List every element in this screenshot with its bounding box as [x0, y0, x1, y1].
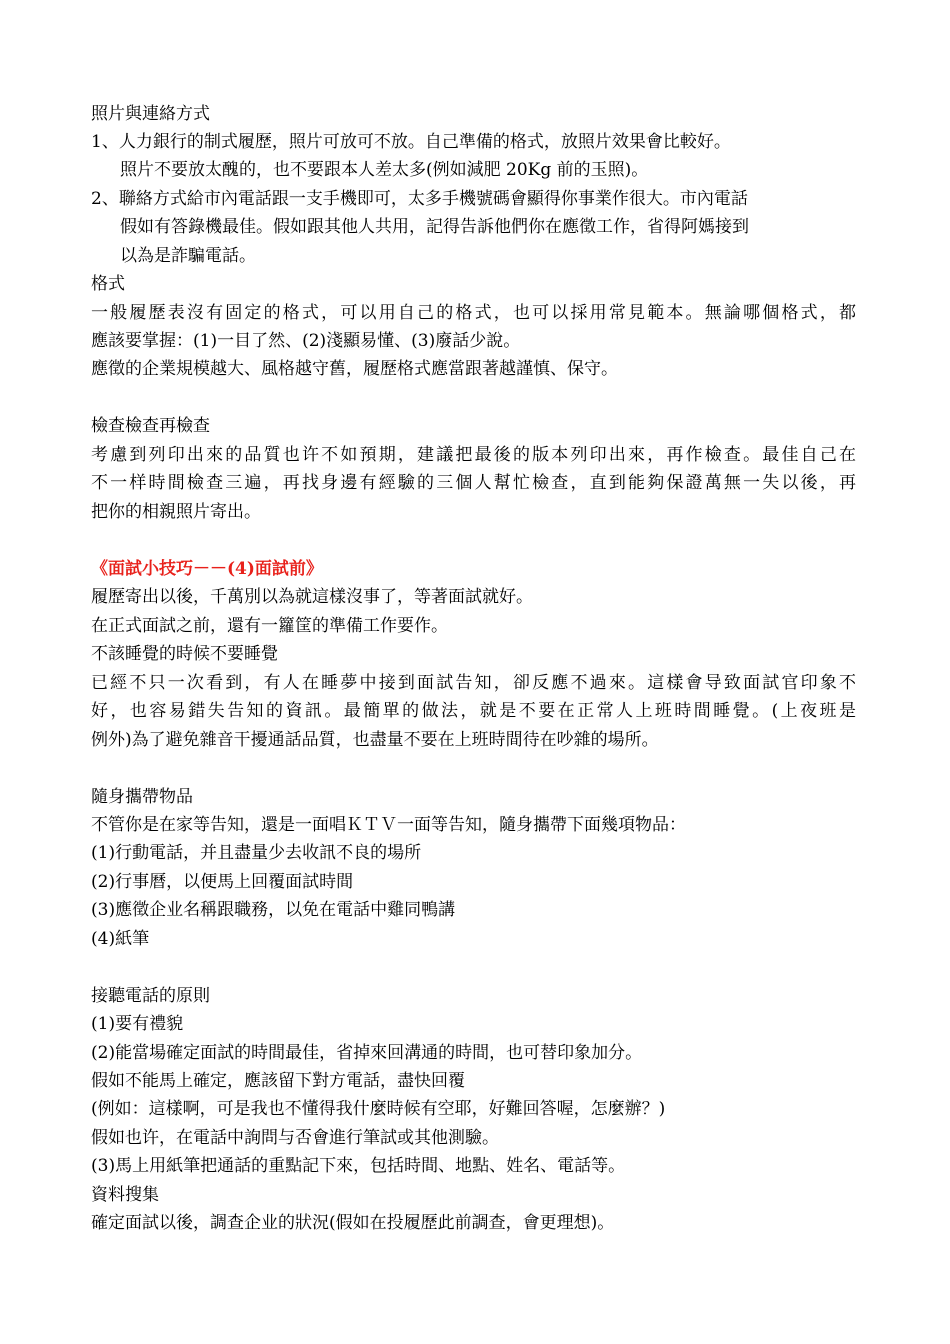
format-paragraph-2: 應徵的企業規模越大、風格越守舊，履歷格式應當跟著越謹慎、保守。 [91, 359, 618, 379]
carry-intro: 不管你是在家等告知，還是一面唱ＫＴＶ一面等告知，隨身攜帶下面幾項物品： [91, 815, 686, 835]
format-paragraph-line-2: 應該要掌握：(1)一目了然、(2)淺顯易懂、(3)廢話少說。 [91, 331, 521, 351]
format-paragraph-line-1: 一般履歷表沒有固定的格式，可以用自己的格式，也可以採用常見範本。無論哪個格式，都 [91, 303, 856, 323]
interview-tips-title: 《面試小技巧－－(4)面試前》 [91, 559, 323, 579]
interview-line-1: 履歷寄出以後，千萬別以為就這樣沒事了，等著面試就好。 [91, 587, 533, 607]
check-line-1: 考慮到列印出來的品質也许不如預期，建議把最後的版本列印出來，再作檢查。最佳自己在 [91, 445, 856, 465]
photo-item-1-line-1: 1、人力銀行的制式履歷，照片可放可不放。自己準備的格式，放照片效果會比較好。 [91, 132, 731, 152]
section-heading-research: 資料搜集 [91, 1185, 159, 1205]
sleep-line-1: 已經不只一次看到，有人在睡夢中接到面試告知，卻反應不過來。這樣會导致面試官印象不 [91, 673, 856, 693]
carry-list-item: (1)行動電話，并且盡量少去收訊不良的場所 [91, 843, 422, 863]
carry-list-item: (3)應徵企业名稱跟職務，以免在電話中雞同鴨講 [91, 900, 456, 920]
research-line-1: 確定面試以後，調查企业的狀況(假如在投履歷此前調查，會更理想)。 [91, 1213, 615, 1233]
phone-list-item: (例如：這樣啊，可是我也不懂得我什麼時候有空耶，好難回答喔，怎麼辦？) [91, 1099, 666, 1119]
section-heading-photo-contact: 照片與連絡方式 [91, 104, 210, 124]
section-heading-format: 格式 [91, 274, 125, 294]
contact-item-2-line-2: 假如有答錄機最佳。假如跟其他人共用，記得告訴他們你在應徵工作，省得阿媽接到 [120, 217, 749, 237]
check-line-2: 不一样時間檢查三遍，再找身邊有經驗的三個人幫忙檢查，直到能夠保證萬無一失以後，再 [91, 473, 856, 493]
interview-line-2: 在正式面試之前，還有一籮筐的準備工作要作。 [91, 616, 448, 636]
contact-item-2-line-1: 2、聯絡方式給市內電話跟一支手機即可，太多手機號碼會顯得你事業作很大。市內電話 [91, 189, 748, 209]
section-heading-carry: 隨身攜帶物品 [91, 787, 193, 807]
phone-list-item: (3)馬上用紙筆把通話的重點記下來，包括時間、地點、姓名、電話等。 [91, 1156, 626, 1176]
phone-list-item: 假如也许，在電話中詢問与否會進行筆試或其他測驗。 [91, 1128, 499, 1148]
check-line-3: 把你的相親照片寄出。 [91, 502, 261, 522]
sleep-heading: 不該睡覺的時候不要睡覺 [91, 644, 278, 664]
phone-list-item: 假如不能馬上確定，應該留下對方電話，盡快回覆 [91, 1071, 465, 1091]
phone-list-item: (1)要有禮貌 [91, 1014, 184, 1034]
section-heading-check: 檢查檢查再檢查 [91, 416, 210, 436]
carry-list-item: (4)紙筆 [91, 929, 150, 949]
carry-list-item: (2)行事曆，以便馬上回覆面試時間 [91, 872, 354, 892]
phone-list-item: (2)能當場確定面試的時間最佳，省掉來回溝通的時間，也可替印象加分。 [91, 1043, 643, 1063]
sleep-line-2: 好，也容易錯失告知的資訊。最簡單的做法，就是不要在正常人上班時間睡覺。(上夜班是 [91, 701, 856, 721]
photo-item-1-line-2: 照片不要放太醜的，也不要跟本人差太多(例如減肥 20Kg 前的玉照)。 [120, 160, 649, 180]
section-heading-phone: 接聽電話的原則 [91, 986, 210, 1006]
sleep-line-3: 例外)為了避免雜音干擾通話品質，也盡量不要在上班時間待在吵雜的場所。 [91, 730, 659, 750]
contact-item-2-line-3: 以為是詐騙電話。 [120, 246, 256, 266]
